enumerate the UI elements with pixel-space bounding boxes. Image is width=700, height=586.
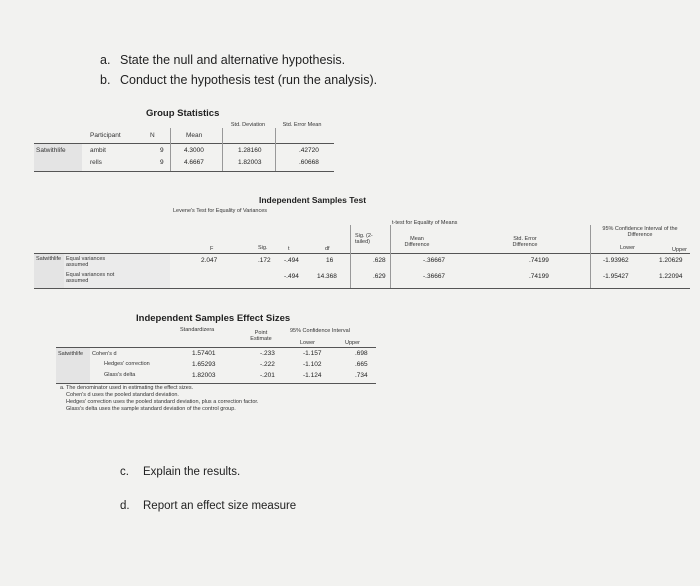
it-header-df: df xyxy=(325,246,330,252)
it-row2-label: Equal variances not assumed xyxy=(66,272,115,284)
it-header-upper: Upper xyxy=(672,247,687,253)
question-d-letter: d. xyxy=(120,500,130,512)
gs-header-mean: Mean xyxy=(186,132,203,139)
it-row2-lower: -1.95427 xyxy=(603,273,629,280)
gs-row2-se: .60668 xyxy=(299,159,319,166)
es-row1-label: Cohen's d xyxy=(92,351,117,357)
effect-sizes-title: Independent Samples Effect Sizes xyxy=(136,313,291,324)
question-d-text: Report an effect size measure xyxy=(143,500,297,512)
gs-row1-n: 9 xyxy=(160,147,164,154)
it-col-rule xyxy=(590,225,591,288)
es-header-upper: Upper xyxy=(345,340,360,346)
it-row1-label: Equal variances assumed xyxy=(66,256,106,268)
es-row2-lower: -1.102 xyxy=(303,361,322,368)
it-row2-upper: 1.22094 xyxy=(659,273,683,280)
es-bottom-rule xyxy=(56,383,376,384)
gs-row2-group: rells xyxy=(90,159,102,166)
levene-header: Levene's Test for Equality of Variances xyxy=(172,208,268,214)
es-header-standardizer: Standardizera xyxy=(180,327,215,333)
es-row1-point: -.233 xyxy=(260,350,275,357)
es-note-2: Cohen's d uses the pooled standard deviation. xyxy=(66,392,179,398)
question-c-text: Explain the results. xyxy=(143,466,241,478)
es-row1-upper: .698 xyxy=(355,350,368,357)
es-header-point: Point Estimate xyxy=(250,330,272,342)
it-header-f: F xyxy=(210,246,214,252)
es-row1-lower: -1.157 xyxy=(303,350,322,357)
gs-row2-mean: 4.6667 xyxy=(184,159,204,166)
es-variable: Satwithlife xyxy=(58,351,84,357)
gs-col-rule xyxy=(170,128,171,171)
it-bottom-rule xyxy=(34,288,690,289)
gs-header-sd: Std. Deviation xyxy=(230,122,266,128)
es-row2-point: -.222 xyxy=(260,361,275,368)
gs-row2-sd: 1.82003 xyxy=(238,159,262,166)
it-header-lower: Lower xyxy=(620,245,635,251)
group-statistics-title: Group Statistics xyxy=(146,108,220,119)
it-header-sig: Sig. xyxy=(258,245,268,251)
question-b-letter: b. xyxy=(100,73,111,87)
gs-bottom-rule xyxy=(34,171,334,172)
es-row3-lower: -1.124 xyxy=(303,372,322,379)
gs-col-rule xyxy=(275,128,276,171)
it-row2-md: -.36667 xyxy=(423,273,446,280)
ttest-header: t-test for Equality of Means xyxy=(392,220,458,226)
es-row3-upper: .734 xyxy=(355,372,368,379)
es-header-rule xyxy=(56,347,376,348)
es-note-4: Glass's delta uses the sample standard deviation of the control group. xyxy=(66,406,236,412)
it-header-t: t xyxy=(288,246,290,252)
question-a-letter: a. xyxy=(100,53,111,67)
gs-header-n: N xyxy=(150,132,155,139)
it-row2-sed: .74199 xyxy=(529,273,549,280)
es-row2-label: Hedges' correction xyxy=(104,361,150,367)
es-row1-std: 1.57401 xyxy=(192,350,216,357)
it-col-rule xyxy=(390,225,391,288)
it-row1-sed: .74199 xyxy=(529,257,549,264)
gs-header-se: Std. Error Mean xyxy=(282,122,322,128)
it-row1-sig2: .628 xyxy=(373,257,386,264)
ind-test-title: Independent Samples Test xyxy=(259,195,367,205)
it-row1-sig: .172 xyxy=(258,257,271,264)
question-c-letter: c. xyxy=(120,466,129,478)
gs-variable: Satwithlife xyxy=(36,147,66,154)
es-row3-label: Glass's delta xyxy=(104,372,136,378)
it-row1-t: -.494 xyxy=(284,257,299,264)
gs-row1-mean: 4.3000 xyxy=(184,147,204,154)
it-header-sed: Std. Error Difference xyxy=(512,236,538,248)
es-header-ci: 95% Confidence Interval xyxy=(290,328,350,334)
it-header-md: Mean Difference xyxy=(404,236,430,248)
es-row3-point: -.201 xyxy=(260,372,275,379)
it-col-rule xyxy=(350,225,351,288)
gs-header-participant: Participant xyxy=(90,132,121,139)
gs-row1-se: .42720 xyxy=(299,147,319,154)
es-note-1: a. The denominator used in estimating the effect sizes. xyxy=(60,385,194,391)
es-row2-std: 1.65293 xyxy=(192,361,216,368)
it-row1-lower: -1.93962 xyxy=(603,257,629,264)
es-row2-upper: .665 xyxy=(355,361,368,368)
gs-col-rule xyxy=(222,128,223,171)
it-row2-t: -.494 xyxy=(284,273,299,280)
gs-row2-n: 9 xyxy=(160,159,164,166)
it-row2-df: 14.368 xyxy=(317,273,337,280)
es-note-3: Hedges' correction uses the pooled standard deviation, plus a correction factor. xyxy=(66,399,259,405)
ci-header: 95% Confidence Interval of the Difference xyxy=(602,226,678,238)
gs-row1-sd: 1.28160 xyxy=(238,147,262,154)
es-row3-std: 1.82003 xyxy=(192,372,216,379)
it-row1-upper: 1.20629 xyxy=(659,257,683,264)
it-variable: Satwithlife xyxy=(36,256,62,262)
it-row2-sig2: .629 xyxy=(373,273,386,280)
it-header-sig2: Sig. (2-tailed) xyxy=(355,233,373,245)
it-row1-md: -.36667 xyxy=(423,257,446,264)
it-row1-f: 2.047 xyxy=(201,257,218,264)
question-a-text: State the null and alternative hypothesis. xyxy=(120,53,346,67)
es-header-lower: Lower xyxy=(300,340,315,346)
question-b-text: Conduct the hypothesis test (run the analysis). xyxy=(120,73,378,87)
gs-row1-group: ambit xyxy=(90,147,106,154)
it-row1-df: 16 xyxy=(326,257,334,264)
